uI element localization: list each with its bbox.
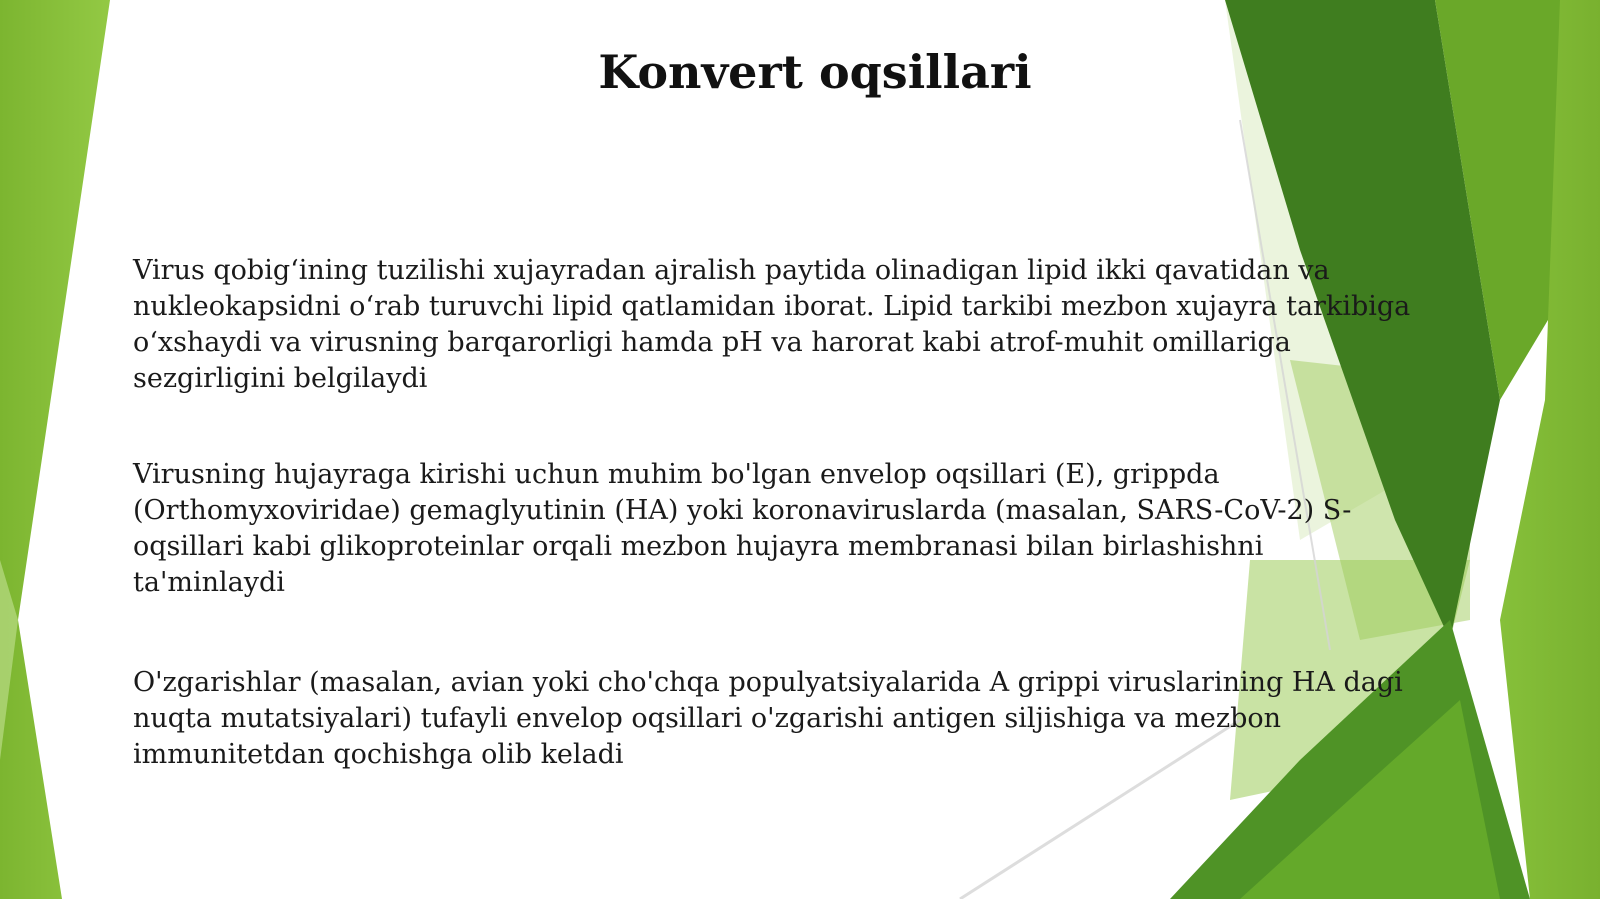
paragraph-envelope-proteins: Virusning hujayraga kirishi uchun muhim bo'lgan envelop oqsillari (E), grippda (Orthomyxoviridae) gemaglyutinin (HA) yoki koronaviruslarda (masalan, SARS-CoV-2) S- oqsillari kabi glikoproteinlar orqali mezbon hujayra membranasi bilan birlashishni ta'minlaydi [133, 459, 1352, 598]
slide-body [133, 253, 1493, 773]
slide-title: Konvert oqsillari [598, 45, 1032, 99]
paragraph-antigenic-drift: O'zgarishlar (masalan, avian yoki cho'chqa populyatsiyalarida A grippi viruslarining HA dagi nuqta mutatsiyalari) tufayli envelop oqsillari o'zgarishi antigen siljishiga va mezbon immunitetdan qochishga olib keladi [133, 667, 1403, 770]
left-green-band [0, 0, 110, 899]
paragraph-lipid-envelope: Virus qobig‘ining tuzilishi xujayradan ajralish paytida olinadigan lipid ikki qavatidan va nukleokapsidni o‘rab turuvchi lipid qatlamidan iborat. Lipid tarkibi mezbon xujayra tarkibiga o‘xshaydi va virusning barqarorligi hamda pH va harorat kabi atrof-muhit omillariga sezgirligini belgilaydi [133, 255, 1411, 394]
